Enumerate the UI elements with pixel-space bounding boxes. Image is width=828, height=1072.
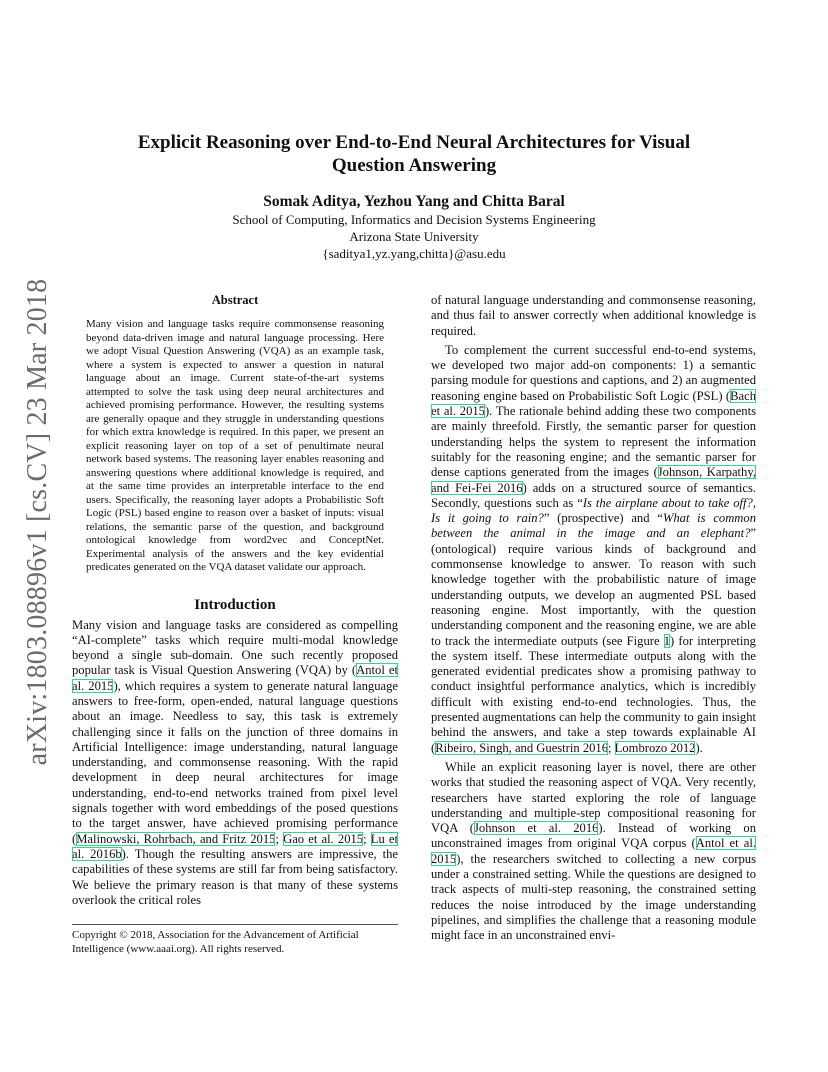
paper-title: Explicit Reasoning over End-to-End Neural Architectures for Visual Question Answering — [137, 132, 691, 176]
intro-text-segment: ). Instead of working on unconstrained images from original VQA corpus ( — [431, 821, 757, 851]
intro-paragraph-1 — [72, 618, 398, 909]
example-question-ontological: What is common between the animal in the image and an elephant? — [431, 511, 756, 541]
intro-text-segment: ). The rationale behind adding these two components are mainly threefold. Firstly, the semantic parser for question understanding helps the system to represent the information suitably for the reasoning engine; and the semantic parser for dense captions generated from the images ( — [431, 404, 757, 480]
example-question-prospective: Is the airplane about to take off?, Is it going to rain? — [431, 495, 756, 526]
intro-text-segment: ” (prospective) and “ — [543, 511, 663, 526]
intro-paragraph-2 — [431, 343, 756, 756]
intro-text-segment: ; — [275, 831, 284, 846]
intro-paragraph-3 — [431, 760, 756, 944]
figure-reference-link[interactable]: 1 — [663, 633, 671, 648]
intro-text-segment: Many vision and language tasks are considered as compelling “AI-complete” tasks which require multi-modal knowledge beyond a single sub-domain. One such recently proposed popular task is Visual Question Answering (VQA) by ( — [72, 617, 398, 678]
intro-text-segment: ) adds on a structured source of semantics. Secondly, questions such as “ — [431, 480, 756, 510]
arxiv-identifier-stamp — [18, 278, 58, 766]
affiliation-block — [120, 211, 708, 262]
citation-link[interactable]: Lombrozo 2012 — [614, 740, 696, 755]
citation-link[interactable]: Johnson, Karpathy, and Fei-Fei 2016 — [431, 465, 756, 495]
intro-text-segment: ), the researchers switched to collecting a new corpus under a constrained setting. While the questions are designed to track aspects of multi-step reasoning, the constrained setting reduces the noise introduced by the image understanding pipelines, and simplifies the challenge that a reasoning module might face in an unconstrained envi- — [431, 851, 756, 943]
citation-link[interactable]: Antol et al. 2015 — [72, 663, 398, 693]
citation-link[interactable]: Gao et al. 2015 — [283, 831, 364, 846]
affiliation-department: School of Computing, Informatics and Decision Systems Engineering — [232, 212, 596, 227]
author-emails: {saditya1,yz.yang,chitta}@asu.edu — [322, 246, 506, 261]
abstract-text: Many vision and language tasks require commonsense reasoning beyond data-driven image and natural language processing. Here we adopt Visual Question Answering (VQA) as an example task, where a system is expected to answer a question in natural language about an image. Current state-of-the-art systems attempted to solve the task using deep neural architectures and achieved promising performance. However, the resulting systems are generally opaque and they struggle in understanding questions for which extra knowledge is required. In this paper, we present an explicit reasoning layer on top of a set of penultimate neural network based systems. The reasoning layer enables reasoning and answering questions where additional knowledge is required, and at the same time provides an interpretable interface to the end users. Specifically, the reasoning layer adopts a Probabilistic Soft Logic (PSL) based engine to reason over a basket of inputs: visual relations, the semantic parse of the question, and background ontological knowledge from word2vec and ConceptNet. Experimental analysis of the answers and the key evidential predicates generated on the VQA dataset validate our approach. — [86, 318, 384, 573]
intro-paragraph-continued: of natural language understanding and commonsense reasoning, and thus fail to answer correctly when additional knowledge is required. — [431, 293, 756, 338]
citation-link[interactable]: Malinowski, Rohrbach, and Fritz 2015 — [76, 831, 276, 846]
citation-link[interactable]: Johnson et al. 2016 — [474, 821, 599, 836]
citation-link[interactable]: Ribeiro, Singh, and Guestrin 2016 — [435, 740, 609, 755]
intro-text-segment: ) for interpreting the system itself. These intermediate outputs along with the generated evidential predicates show a promising pathway to conduct insightful performance analytics, which is incredibly difficult with existing end-to-end technologies. Thus, the presented augmentations can help the community to gain insight behind the answers, and take a step towards explainable AI ( — [431, 633, 756, 755]
citation-link[interactable]: Antol et al. 2015 — [431, 836, 756, 866]
intro-text-segment: ). Though the resulting answers are impressive, the capabilities of these systems are still far from being satisfactory. We believe the primary reason is that many of these systems overlook the critical roles — [72, 846, 399, 907]
paper-authors: Somak Aditya, Yezhou Yang and Chitta Baral — [263, 193, 565, 210]
abstract-heading: Abstract — [211, 293, 259, 307]
intro-text-segment: ” (ontological) require various kinds of background and commonsense knowledge to answer. To reason with such knowledge together with the probabilistic nature of image understanding outputs, we develop an augmented PSL based reasoning engine. Most importantly, with the question understanding component and the reasoning engine, we are able to track the intermediate outputs (see Figure — [431, 526, 756, 648]
citation-link[interactable]: Bach et al. 2015 — [431, 388, 756, 419]
intro-text-segment: ; — [608, 740, 615, 755]
citation-link[interactable]: Lu et al. 2016b — [72, 831, 399, 861]
intro-text-segment: ), which requires a system to generate natural language answers to free-form, open-ended, natural language questions about an image. Needless to say, this task is extremely challenging since it falls on the junction of three domains in Artificial Intelligence: image understanding, natural language understanding, and commonsense reasoning. With the rapid development in deep neural architectures for image understanding, end-to-end networks trained from pixel level signals together with word embeddings of the posed questions to the target answer, have achieved promising performance ( — [72, 678, 398, 846]
introduction-heading: Introduction — [194, 596, 276, 613]
intro-text-segment: ). — [695, 740, 703, 755]
left-column — [72, 293, 398, 908]
right-column — [431, 293, 756, 943]
intro-text-segment: ; — [363, 831, 371, 846]
affiliation-university: Arizona State University — [349, 229, 479, 244]
intro-text-segment: While an explicit reasoning layer is novel, there are other works that studied the reasoning aspect of VQA. Very recently, researchers have started exploring the role of language understanding and multiple-step compositional reasoning for VQA ( — [431, 759, 756, 836]
copyright-footnote: Copyright © 2018, Association for the Advancement of Artificial Intelligence (www.aaai.org). All rights reserved. — [72, 924, 398, 956]
intro-text-segment: To complement the current successful end-to-end systems, we developed two major add-on components: 1) a semantic parsing module for questions and captions, and 2) an augmented reasoning engine based on Probabilistic Soft Logic (PSL) ( — [431, 342, 756, 403]
arxiv-identifier-text: arXiv:1803.08896v1 [cs.CV] 23 Mar 2018 — [22, 278, 53, 766]
